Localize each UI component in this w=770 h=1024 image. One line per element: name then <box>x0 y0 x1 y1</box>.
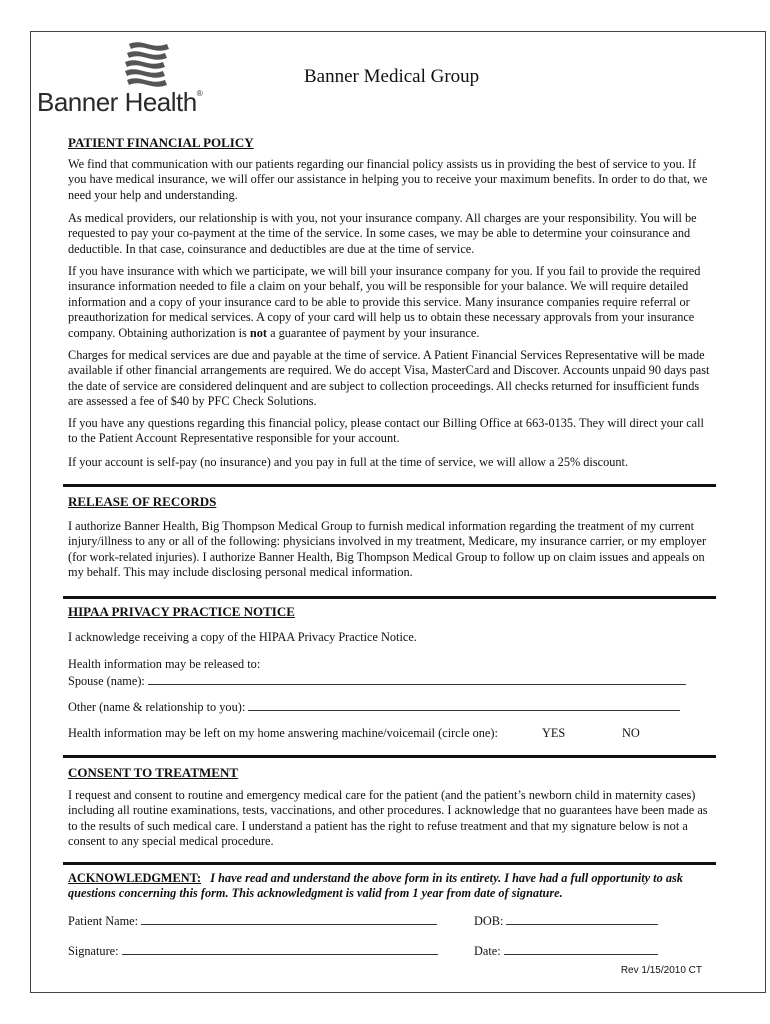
signature-row <box>68 943 438 959</box>
financial-policy-p5: If you have any questions regarding this financial policy, please contact our Billing Office at 663-0135. They will direct your call to the Patient Account Representative responsible for your account. <box>68 416 704 446</box>
banner-flag-icon <box>121 40 181 90</box>
patient-name-label: Patient Name: <box>68 914 139 928</box>
banner-health-logo <box>37 40 217 120</box>
organization-name: Banner Medical Group <box>304 66 480 87</box>
voicemail-question: Health information may be left on my home answering machine/voicemail (circle one): <box>68 726 498 740</box>
consent-text: I request and consent to routine and emergency medical care for the patient (and the patient’s newborn child in maternity cases) including all routine examinations, tests, vaccinations, and other procedures. I acknowledge that no guarantees have been made as to the results of such medical care. I understand a patient has the right to refuse treatment and that my signature below is not a consent to any special medical procedure. <box>68 788 708 849</box>
section-divider <box>63 862 716 865</box>
financial-policy-p2: As medical providers, our relationship is with you, not your insurance company. All charges are your responsibility. You will be requested to pay your co-payment at the time of the service. In some cases, we may be able to determine your coinsurance and deductible. In that case, coinsurance and deductibles are due at the time of service. <box>68 211 697 256</box>
section-divider <box>63 755 716 758</box>
signature-label: Signature: <box>68 944 119 958</box>
other-row <box>68 699 680 715</box>
dob-row <box>474 913 658 929</box>
financial-policy-p3: If you have insurance with which we participate, we will bill your insurance company for you. If you fail to provide the required insurance information needed to file a claim on your behalf, you will be responsible for your balance. We will require detailed information and a copy of your insurance card to be able to provide this service. Many insurance companies require referral or preauthorization for medical services. A copy of your card will help us to obtain these necessary approvals from your insurance company. Obtaining authorization is not a guarantee of payment by your insurance. <box>68 264 701 340</box>
financial-policy-p6: If your account is self-pay (no insurance) and you pay in full at the time of service, we will allow a 25% discount. <box>68 455 629 469</box>
other-name-field[interactable] <box>248 699 680 711</box>
other-label: Other (name & relationship to you): <box>68 700 246 714</box>
financial-policy-p1: We find that communication with our patients regarding our financial policy assists us in providing the best of service to you. If you have medical insurance, we will offer our assistance in helping you to receive your maximum benefits. In order to do that, we need your help and understanding. <box>68 157 708 202</box>
spouse-row <box>68 673 686 689</box>
consent-title: CONSENT TO TREATMENT <box>68 765 239 780</box>
patient-name-field[interactable] <box>141 913 437 925</box>
released-to-label: Health information may be released to: <box>68 657 261 671</box>
patient-name-row <box>68 913 437 929</box>
date-field[interactable] <box>504 943 658 955</box>
spouse-name-field[interactable] <box>148 673 686 685</box>
spouse-label: Spouse (name): <box>68 674 145 688</box>
financial-policy-p4: Charges for medical services are due and payable at the time of service. A Patient Financial Services Representative will be made available if other financial arrangements are required. We do accept Visa, MasterCard and Discover. Accounts unpaid 90 days past the date of service are considered delinquent and are subject to collection proceedings. All checks returned for insufficient funds are assessed a fee of $40 by PFC Check Solutions. <box>68 348 710 409</box>
section-divider <box>63 596 716 599</box>
voicemail-yes-option[interactable]: YES <box>542 726 566 740</box>
hipaa-acknowledge: I acknowledge receiving a copy of the HIPAA Privacy Practice Notice. <box>68 630 417 644</box>
dob-field[interactable] <box>506 913 658 925</box>
logo-wordmark: Banner Health® <box>37 87 203 117</box>
release-text: I authorize Banner Health, Big Thompson Medical Group to furnish medical information regarding the treatment of my current injury/illness to any or all of the following: physicians involved in my treatment, Medicare, my insurance carrier, or my employer (for work-related injuries). I authorize Banner Health, Big Thompson Medical Group to follow up on claim issues and appeals on my behalf. This may include disclosing personal medical information. <box>68 519 707 580</box>
release-title: RELEASE OF RECORDS <box>68 494 217 509</box>
dob-label: DOB: <box>474 914 504 928</box>
revision-note: Rev 1/15/2010 CT <box>620 965 702 976</box>
financial-policy-title: PATIENT FINANCIAL POLICY <box>68 135 254 150</box>
hipaa-title: HIPAA PRIVACY PRACTICE NOTICE <box>68 604 295 619</box>
voicemail-no-option[interactable]: NO <box>622 726 640 740</box>
section-divider <box>63 484 716 487</box>
acknowledgment-label: ACKNOWLEDGMENT: <box>68 871 201 885</box>
acknowledgment-text: ACKNOWLEDGMENT: I have read and understand the above form in its entirety. I have had a full opportunity to ask questions concerning this form. This acknowledgment is valid from 1 year from date of signature. <box>68 871 683 901</box>
date-row <box>474 943 658 959</box>
signature-field[interactable] <box>122 943 438 955</box>
date-label: Date: <box>474 944 501 958</box>
